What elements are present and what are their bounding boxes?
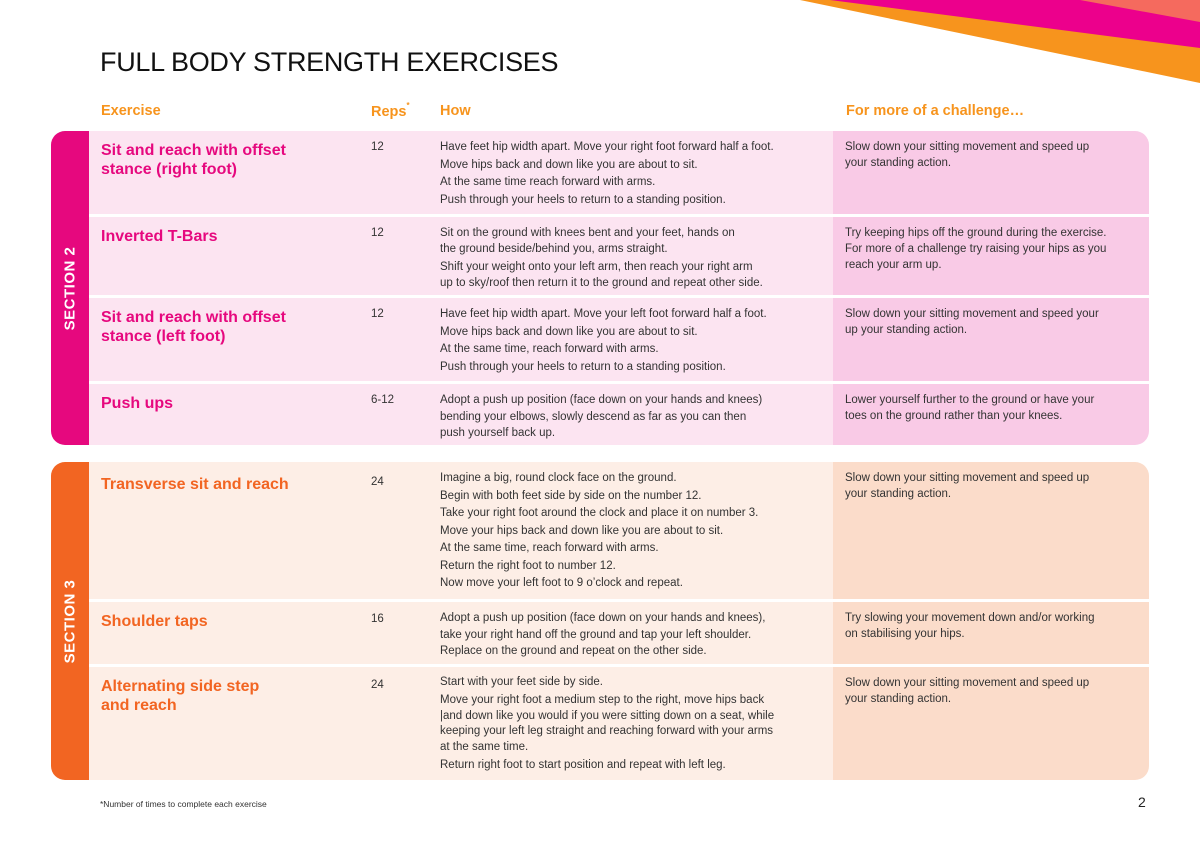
how-line: At the same time reach forward with arms. (440, 176, 656, 188)
challenge-line: your standing action. (845, 488, 952, 500)
how-line: At the same time, reach forward with arms. (440, 542, 659, 554)
exercise-name (101, 308, 331, 346)
how-line: Move your hips back and down like you are about to sit. (440, 524, 724, 537)
exercise-how (440, 470, 825, 593)
exercise-challenge (845, 306, 1135, 338)
exercise-name-line: Sit and reach with offset (101, 309, 286, 326)
exercise-challenge-cell (833, 462, 1149, 599)
challenge-line: Slow down your sitting movement and speed up (845, 472, 1090, 484)
exercise-row (89, 602, 1149, 664)
how-line: keeping your left leg straight and reaching forward with your arms (440, 725, 774, 738)
exercise-main-cell (89, 298, 833, 381)
how-line: |and down like you would if you were sitting down on a seat, while (440, 709, 775, 722)
section-3-tab (51, 462, 89, 780)
page-title: FULL BODY STRENGTH EXERCISES (100, 47, 559, 77)
footnote: *Number of times to complete each exercise (100, 799, 267, 809)
exercise-how (440, 610, 825, 660)
exercise-row (89, 298, 1149, 381)
how-line: take your right hand off the ground and tap your left shoulder. (440, 628, 752, 641)
exercise-how (440, 392, 825, 442)
exercise-reps: 12 (371, 141, 384, 153)
page-number: 2 (1138, 794, 1146, 810)
exercise-name (101, 612, 331, 631)
exercise-challenge (845, 225, 1135, 273)
challenge-line: Slow down your sitting movement and speed up (845, 677, 1090, 689)
exercise-main-cell (89, 131, 833, 214)
exercise-challenge (845, 139, 1135, 171)
exercise-row (89, 667, 1149, 780)
how-line: Move hips back and down like you are about to sit. (440, 325, 698, 338)
exercise-reps: 16 (371, 613, 384, 625)
exercise-reps: 12 (371, 308, 384, 320)
section-3-panel (51, 462, 1149, 780)
exercise-main-cell (89, 217, 833, 295)
challenge-line: Slow down your sitting movement and speed up (845, 141, 1090, 153)
how-line: Have feet hip width apart. Move your right foot forward half a foot. (440, 141, 774, 153)
exercise-name-line: stance (left foot) (101, 328, 226, 345)
exercise-main-cell (89, 384, 833, 445)
how-line: bending your elbows, slowly descend as far as you can then (440, 410, 747, 423)
how-line: the ground beside/behind you, arms straight. (440, 243, 668, 255)
column-header-reps (371, 103, 410, 120)
exercise-name-line: Inverted T-Bars (101, 228, 218, 245)
exercise-name-line: Transverse sit and reach (101, 476, 289, 493)
how-line: up to sky/roof then return it to the ground and repeat other side. (440, 277, 763, 289)
exercise-challenge (845, 392, 1135, 424)
exercise-challenge-cell (833, 217, 1149, 295)
exercise-reps: 6-12 (371, 394, 395, 406)
orange-swoosh (800, 0, 1200, 83)
exercise-name-line: stance (right foot) (101, 161, 237, 178)
column-header-challenge: For more of a challenge… (846, 103, 1025, 119)
challenge-line: reach your arm up. (845, 259, 942, 271)
challenge-line: your standing action. (845, 693, 952, 705)
how-line: Return right foot to start position and repeat with left leg. (440, 758, 726, 771)
how-line: Have feet hip width apart. Move your left foot forward half a foot. (440, 308, 767, 320)
exercise-name-line: Sit and reach with offset (101, 142, 286, 159)
challenge-line: on stabilising your hips. (845, 628, 965, 640)
exercise-how (440, 675, 825, 774)
exercise-challenge-cell (833, 131, 1149, 214)
reps-footnote-mark: * (406, 101, 410, 110)
column-header-how: How (440, 103, 471, 119)
exercise-name-line: and reach (101, 697, 177, 714)
exercise-row (89, 131, 1149, 214)
how-line: Move hips back and down like you are about to sit. (440, 158, 698, 171)
exercise-challenge-cell (833, 298, 1149, 381)
exercise-row (89, 384, 1149, 445)
reps-header-label: Reps (371, 103, 407, 120)
how-line: At the same time, reach forward with arms. (440, 343, 659, 355)
exercise-how (440, 306, 825, 376)
magenta-swoosh (830, 0, 1200, 48)
exercise-challenge (845, 610, 1135, 642)
section-2-tab (51, 131, 89, 445)
exercise-how (440, 139, 825, 209)
how-line: Imagine a big, round clock face on the ground. (440, 472, 677, 484)
exercise-challenge-cell (833, 667, 1149, 780)
how-line: Push through your heels to return to a standing position. (440, 193, 726, 206)
exercise-name-line: Alternating side step (101, 678, 260, 695)
challenge-line: Slow down your sitting movement and speed your (845, 308, 1099, 320)
how-line: at the same time. (440, 741, 529, 754)
how-line: Replace on the ground and repeat on the other side. (440, 645, 707, 657)
exercise-reps: 24 (371, 476, 384, 488)
challenge-line: Try slowing your movement down and/or working (845, 612, 1095, 624)
exercise-name (101, 677, 331, 715)
how-line: Take your right foot around the clock and place it on number 3. (440, 507, 759, 519)
how-line: Begin with both feet side by side on the number 12. (440, 489, 702, 502)
how-line: Adopt a push up position (face down on your hands and knees) (440, 394, 763, 406)
section-3-label: SECTION 3 (61, 579, 79, 663)
exercise-name (101, 141, 331, 179)
how-line: Start with your feet side by side. (440, 676, 603, 688)
how-line: Sit on the ground with knees bent and your feet, hands on (440, 227, 735, 239)
how-line: Adopt a push up position (face down on your hands and knees), (440, 612, 766, 624)
exercise-row (89, 217, 1149, 295)
section-2-label: SECTION 2 (61, 246, 79, 330)
how-line: Shift your weight onto your left arm, then reach your right arm (440, 261, 753, 273)
challenge-line: up your standing action. (845, 324, 968, 336)
exercise-reps: 12 (371, 227, 384, 239)
challenge-line: toes on the ground rather than your knees. (845, 410, 1063, 422)
exercise-name (101, 475, 331, 494)
section-2-panel (51, 131, 1149, 445)
exercise-name-line: Push ups (101, 395, 174, 412)
challenge-line: Lower yourself further to the ground or have your (845, 394, 1095, 406)
how-line: Move your right foot a medium step to the right, move hips back (440, 693, 765, 706)
how-line: push yourself back up. (440, 427, 556, 439)
column-header-exercise: Exercise (101, 103, 161, 119)
exercise-main-cell (89, 667, 833, 780)
how-line: Return the right foot to number 12. (440, 559, 616, 572)
exercise-how (440, 225, 825, 291)
exercise-challenge-cell (833, 384, 1149, 445)
challenge-line: For more of a challenge try raising your hips as you (845, 243, 1107, 255)
exercise-name-line: Shoulder taps (101, 613, 208, 630)
challenge-line: your standing action. (845, 157, 952, 169)
exercise-row (89, 462, 1149, 599)
how-line: Now move your left foot to 9 o’clock and repeat. (440, 577, 683, 589)
exercise-name (101, 227, 331, 246)
exercise-challenge-cell (833, 602, 1149, 664)
exercise-main-cell (89, 462, 833, 599)
exercise-challenge (845, 470, 1135, 502)
exercise-challenge (845, 675, 1135, 707)
exercise-name (101, 394, 331, 413)
exercise-main-cell (89, 602, 833, 664)
challenge-line: Try keeping hips off the ground during the exercise. (845, 227, 1107, 239)
exercise-reps: 24 (371, 679, 384, 691)
how-line: Push through your heels to return to a standing position. (440, 360, 726, 373)
yellow-swoosh (1080, 0, 1200, 22)
